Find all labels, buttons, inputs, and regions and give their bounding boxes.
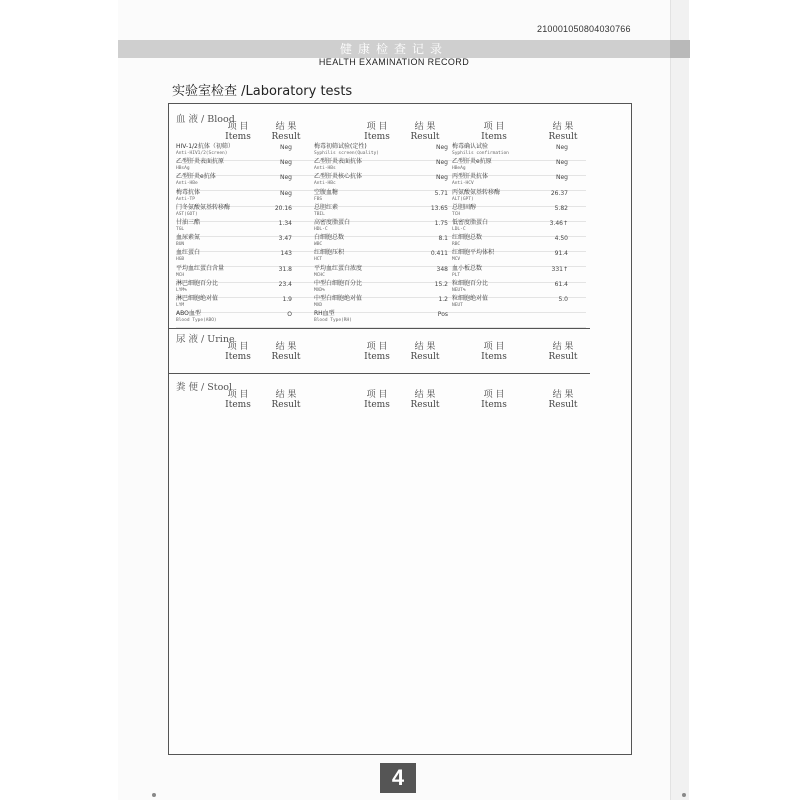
test-name-en: Anti-HBe	[176, 181, 198, 187]
test-item	[314, 234, 344, 248]
header-en: Items	[481, 352, 507, 362]
header-en: Result	[548, 352, 578, 362]
header-zh: 结 果	[414, 342, 436, 352]
test-item	[452, 280, 488, 294]
header-zh: 项 目	[227, 390, 249, 400]
test-result: Neg	[556, 144, 568, 151]
test-item	[314, 158, 362, 172]
result-header-blood	[256, 122, 316, 142]
test-name-zh: 乙型肝炎e抗体	[176, 173, 216, 181]
test-name-zh: 乙型肝炎表面抗原	[176, 158, 225, 166]
test-result: 61.4	[554, 280, 568, 288]
test-name-zh: 乙型肝炎表面抗体	[314, 158, 363, 166]
test-result: 348	[436, 265, 448, 273]
test-name-en: Anti-HIV1/2(Screen)	[176, 151, 228, 156]
test-name-en: RBC	[452, 242, 461, 248]
test-item	[314, 219, 350, 233]
test-item	[176, 173, 216, 187]
test-name-en: PLT	[452, 272, 461, 278]
test-result: 91.4	[554, 250, 568, 258]
test-item	[176, 189, 200, 203]
test-name-en: WBC	[314, 242, 323, 248]
test-name-zh: 白细胞总数	[314, 234, 345, 242]
result-header-blood	[533, 122, 593, 142]
header-zh: 结 果	[275, 390, 297, 400]
test-result: Neg	[556, 159, 568, 167]
page-number: 4	[380, 763, 416, 793]
header-en: Items	[225, 132, 251, 142]
section-divider-urine	[168, 328, 590, 329]
test-name-zh: 低密度脂蛋白	[452, 219, 489, 226]
test-name-en: Syphilis screen(Quality)	[314, 151, 380, 156]
test-name-zh: 中型白细胞百分比	[314, 279, 363, 287]
test-item	[452, 265, 482, 279]
test-name-en: MXD%	[314, 287, 325, 293]
lab-tests-title: 实验室检查 /Laboratory tests	[172, 84, 353, 99]
test-name-en: MCHC	[314, 272, 325, 278]
result-header-blood	[395, 122, 455, 142]
items-header-stool	[464, 390, 524, 410]
test-item	[452, 143, 509, 157]
test-name-en: Syphilis confirmation	[452, 151, 509, 156]
test-name-zh: 平均血红蛋白浓度	[314, 264, 363, 272]
header-zh: 项 目	[227, 342, 249, 352]
test-result: 1.9	[282, 296, 292, 303]
binding-dot	[152, 793, 156, 797]
test-item	[452, 173, 488, 187]
test-name-zh: 红细胞压积	[314, 249, 345, 257]
test-result: 8.1	[438, 235, 448, 243]
test-item	[452, 234, 482, 248]
items-header-blood	[464, 122, 524, 142]
test-name-zh: 门冬氨酸氨基转移酶	[176, 203, 231, 211]
test-result: 3.46↑	[549, 220, 568, 227]
header-tab	[670, 40, 690, 58]
result-header-urine	[395, 342, 455, 362]
test-item	[452, 204, 476, 218]
test-name-zh: 血小板总数	[452, 264, 483, 272]
test-name-en: LDL-C	[452, 227, 466, 232]
header-en: Result	[548, 400, 578, 410]
test-item	[314, 265, 362, 279]
test-name-en: NEUT%	[452, 287, 466, 293]
test-name-en: HDL-C	[314, 227, 328, 232]
test-result: Neg	[436, 159, 448, 167]
test-result: 3.47	[278, 235, 292, 243]
result-header-stool	[395, 390, 455, 410]
header-en: Items	[364, 352, 390, 362]
header-title-en: HEALTH EXAMINATION RECORD	[318, 57, 470, 67]
document-id: 210001050804030766	[537, 24, 631, 34]
test-name-zh: 中型白细胞绝对值	[314, 295, 363, 302]
test-result: Neg	[556, 174, 568, 182]
test-name-zh: 粒细胞绝对值	[452, 295, 489, 302]
result-header-urine	[256, 342, 316, 362]
test-item	[452, 249, 494, 263]
test-item	[314, 249, 344, 263]
test-name-zh: 丙型肝炎抗体	[452, 173, 489, 181]
test-item	[314, 143, 379, 157]
test-name-en: Anti-TP	[176, 196, 195, 202]
test-item	[314, 310, 352, 324]
test-name-zh: RH血型	[314, 310, 335, 318]
test-name-en: NEUT	[452, 303, 463, 308]
test-name-en: HCT	[314, 257, 323, 263]
test-name-zh: 粒细胞百分比	[452, 279, 489, 287]
test-name-en: TCH	[452, 211, 461, 217]
test-name-en: LYM%	[176, 287, 187, 293]
test-name-en: Blood Type(ABO)	[176, 318, 217, 324]
test-item	[452, 158, 492, 172]
test-result: 143	[280, 250, 292, 258]
test-name-zh: HIV-1/2抗体（初筛）	[176, 143, 234, 150]
test-result: Neg	[280, 189, 292, 197]
header-en: Result	[271, 352, 301, 362]
test-name-zh: 高密度脂蛋白	[314, 219, 351, 226]
test-name-en: AST(GOT)	[176, 211, 198, 217]
result-header-stool	[533, 390, 593, 410]
test-result: 23.4	[278, 280, 292, 288]
test-result: 5.82	[554, 204, 568, 212]
header-title-zh: 健康检查记录	[339, 42, 448, 56]
test-result: Neg	[280, 174, 292, 182]
test-name-en: MCV	[452, 257, 461, 263]
header-zh: 结 果	[414, 122, 436, 132]
test-result: Pos	[437, 311, 448, 319]
header-en: Items	[364, 132, 390, 142]
binding-dot	[682, 793, 686, 797]
test-result: 5.71	[434, 189, 448, 197]
header-en: Result	[410, 400, 440, 410]
header-zh: 结 果	[414, 390, 436, 400]
test-item	[176, 204, 230, 218]
test-name-en: TBIL	[314, 211, 325, 217]
test-result: 1.34	[278, 220, 292, 227]
header-en: Result	[548, 132, 578, 142]
test-name-zh: 血尿素氮	[176, 234, 201, 242]
test-item	[314, 204, 338, 218]
test-name-zh: 淋巴细胞百分比	[176, 279, 219, 287]
test-result: 4.50	[554, 235, 568, 243]
test-result: 5.0	[558, 296, 568, 303]
section-stool-label: 粪 便 / Stool	[176, 382, 233, 393]
items-header-urine	[464, 342, 524, 362]
header-en: Items	[225, 352, 251, 362]
table-row	[176, 310, 586, 328]
test-name-zh: 梅毒确认试验	[452, 143, 489, 150]
test-name-en: BUN	[176, 242, 185, 248]
result-header-urine	[533, 342, 593, 362]
test-item	[176, 143, 234, 157]
header-en: Items	[225, 400, 251, 410]
header-en: Items	[364, 400, 390, 410]
test-item	[176, 310, 217, 324]
test-name-zh: 平均血红蛋白含量	[176, 264, 225, 272]
test-result: 1.75	[434, 220, 448, 227]
test-name-zh: 乙型肝炎核心抗体	[314, 173, 363, 181]
test-item	[314, 295, 362, 309]
header-zh: 结 果	[552, 390, 574, 400]
header-zh: 结 果	[552, 342, 574, 352]
test-name-en: ALT(GPT)	[452, 196, 474, 202]
test-item	[314, 189, 338, 203]
test-name-en: Blood Type(RH)	[314, 318, 352, 324]
test-result: Neg	[436, 174, 448, 182]
test-name-zh: 总胆固醇	[452, 203, 477, 211]
test-item	[176, 249, 200, 263]
test-item	[176, 265, 224, 279]
test-name-en: TGL	[176, 227, 185, 232]
test-name-zh: 淋巴细胞绝对值	[176, 295, 219, 302]
header-zh: 项 目	[366, 122, 388, 132]
test-result: 20.16	[274, 204, 292, 212]
test-name-zh: 空腹血糖	[314, 188, 339, 196]
test-name-zh: 梅毒初筛试验(定性)	[314, 143, 367, 150]
test-name-zh: 红细胞总数	[452, 234, 483, 242]
test-name-zh: 血红蛋白	[176, 249, 201, 257]
test-result: Neg	[280, 159, 292, 167]
test-item	[452, 219, 488, 233]
test-name-zh: ABO血型	[176, 310, 201, 318]
page-edge	[670, 0, 689, 800]
test-result: Neg	[436, 144, 448, 151]
test-name-en: HBsAg	[176, 166, 190, 172]
header-zh: 项 目	[366, 390, 388, 400]
test-result: 13.65	[430, 204, 448, 212]
test-name-zh: 总胆红素	[314, 203, 339, 211]
test-item	[314, 173, 362, 187]
test-result: 0.411	[430, 250, 448, 258]
result-header-stool	[256, 390, 316, 410]
test-name-en: HBeAg	[452, 166, 466, 172]
header-zh: 项 目	[483, 390, 505, 400]
header-en: Result	[271, 132, 301, 142]
test-item	[176, 295, 218, 309]
header-en: Items	[481, 400, 507, 410]
test-item	[452, 295, 488, 309]
test-name-en: FBS	[314, 196, 323, 202]
test-result: 15.2	[434, 280, 448, 288]
header-zh: 项 目	[366, 342, 388, 352]
section-blood-label: 血 液 / Blood	[176, 114, 235, 125]
test-result: 31.8	[278, 265, 292, 273]
test-name-zh: 梅毒抗体	[176, 188, 201, 196]
header-en: Result	[410, 352, 440, 362]
test-item	[314, 280, 362, 294]
section-divider-stool	[168, 373, 590, 374]
test-name-en: Anti-HBs	[314, 166, 336, 172]
test-result: 331↑	[551, 265, 568, 273]
test-name-en: Anti-HCV	[452, 181, 474, 187]
header-en: Result	[271, 400, 301, 410]
test-item	[176, 158, 224, 172]
header-en: Items	[481, 132, 507, 142]
test-item	[176, 219, 200, 233]
test-item	[176, 280, 218, 294]
test-name-zh: 红细胞平均体积	[452, 249, 495, 257]
header-zh: 项 目	[483, 342, 505, 352]
header-zh: 结 果	[552, 122, 574, 132]
test-name-en: Anti-HBc	[314, 181, 336, 187]
test-name-zh: 甘油三酯	[176, 219, 201, 226]
header-zh: 项 目	[483, 122, 505, 132]
header-zh: 结 果	[275, 342, 297, 352]
test-name-en: MCH	[176, 272, 185, 278]
test-name-en: HGB	[176, 257, 185, 263]
test-result: O	[287, 311, 292, 319]
test-name-en: LYM	[176, 303, 185, 308]
test-result: 1.2	[438, 296, 448, 303]
test-item	[176, 234, 200, 248]
test-result: Neg	[280, 144, 292, 151]
test-result: 26.37	[550, 189, 568, 197]
header-zh: 项 目	[227, 122, 249, 132]
test-name-zh: 丙氨酸氨基转移酶	[452, 188, 501, 196]
test-item	[452, 189, 500, 203]
header-zh: 结 果	[275, 122, 297, 132]
header-en: Result	[410, 132, 440, 142]
test-name-zh: 乙型肝炎e抗原	[452, 158, 492, 166]
section-urine-label: 尿 液 / Urine	[176, 334, 235, 345]
test-name-en: MXD	[314, 303, 323, 308]
